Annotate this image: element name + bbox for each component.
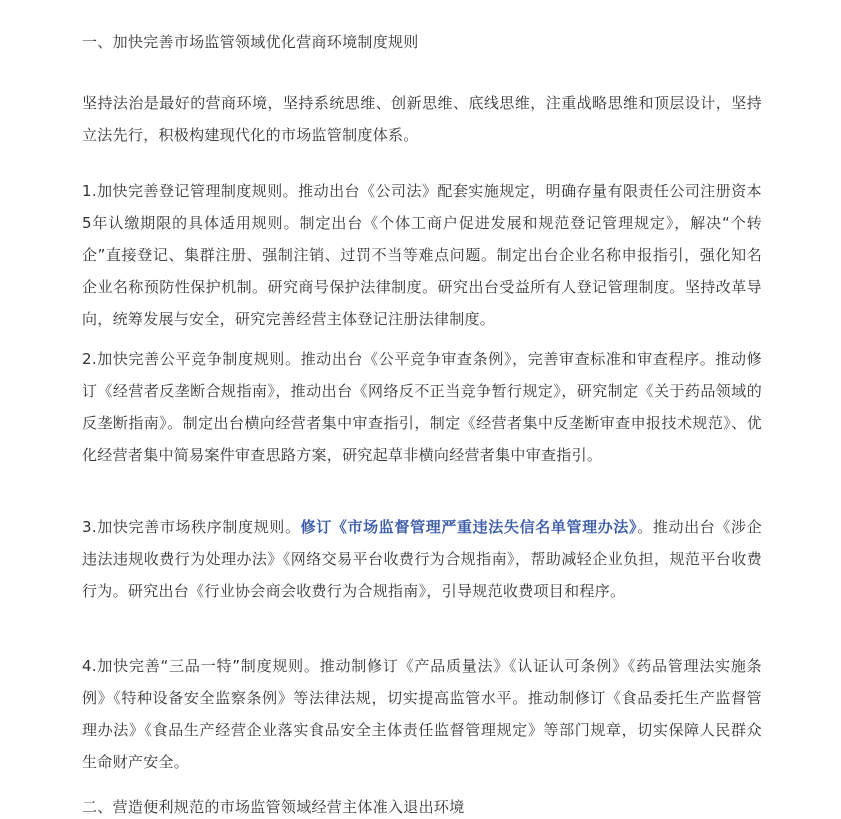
item-3-suffix: 。推动出台《涉企违法违规收费行为处理办法》《网络交易平台收费行为合规指南》，帮助减轻企业负担，规范平台收费行为。研究出台《行业协会商会收费行为合规指南》，引导规范收费项目和程序。 — [82, 518, 762, 600]
section-heading-1: 一、加快完善市场监管领域优化营商环境制度规则 — [82, 33, 419, 51]
item-4-three-products-rules: 4.加快完善“三品一特”制度规则。推动制修订《产品质量法》《认证认可条例》《药品管理法实施条例》《特种设备安全监察条例》等法律法规，切实提高监管水平。推动制修订《食品委托生产监督管理办法》《食品生产经营企业落实食品安全主体责任监督管理规定》等部门规章，切实保障人民群众生命财产安全。 — [82, 657, 762, 771]
item-2-fair-competition-rules: 2.加快完善公平竞争制度规则。推动出台《公平竞争审查条例》，完善审查标准和审查程序。推动修订《经营者反垄断合规指南》，推动出台《网络反不正当竞争暂行规定》，研究制定《关于药品领域的反垄断指南》。制定出台横向经营者集中审查指引，制定《经营者集中反垄断审查申报技术规范》、优化经营者集中简易案件审查思路方案，研究起草非横向经营者集中审查指引。 — [82, 350, 762, 464]
intro-paragraph: 坚持法治是最好的营商环境，坚持系统思维、创新思维、底线思维，注重战略思维和顶层设计，坚持立法先行，积极构建现代化的市场监管制度体系。 — [82, 94, 762, 144]
section-heading-2: 二、营造便利规范的市场监管领域经营主体准入退出环境 — [82, 798, 465, 816]
item-3-prefix: 3.加快完善市场秩序制度规则。 — [82, 518, 301, 536]
item-3-highlight: 修订《市场监督管理严重违法失信名单管理办法》 — [300, 518, 638, 536]
item-3-market-order-rules — [82, 511, 762, 607]
item-1-registration-rules: 1.加快完善登记管理制度规则。推动出台《公司法》配套实施规定，明确存量有限责任公司注册资本5年认缴期限的具体适用规则。制定出台《个体工商户促进发展和规范登记管理规定》，解决“个转企”直接登记、集群注册、强制注销、过罚不当等难点问题。制定出台企业名称申报指引，强化知名企业名称预防性保护机制。研究商号保护法律制度。研究出台受益所有人登记管理制度。坚持改革导向，统筹发展与安全，研究完善经营主体登记注册法律制度。 — [82, 182, 762, 328]
